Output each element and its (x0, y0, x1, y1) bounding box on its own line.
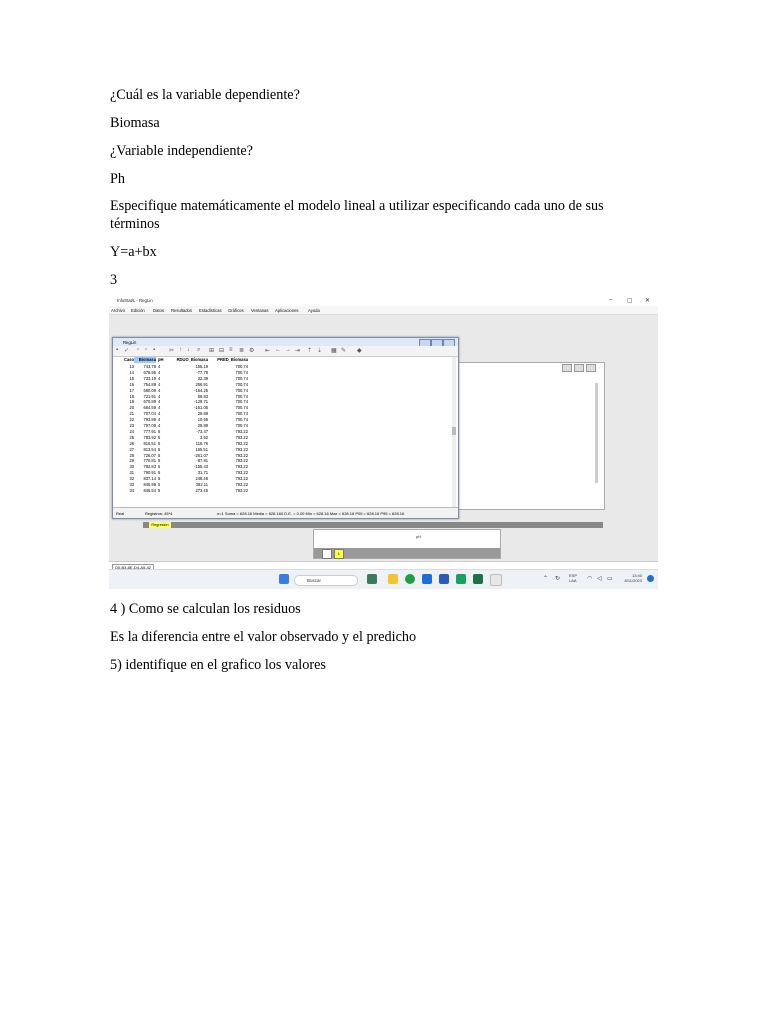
cell-ph[interactable]: 4 (158, 393, 161, 399)
cell-rduo[interactable]: -155.43 (194, 464, 208, 470)
table-row[interactable] (114, 458, 448, 464)
landscape-icon[interactable] (367, 574, 377, 584)
cell-pred[interactable]: 793.22 (235, 458, 248, 464)
cell-rduo[interactable]: -161.05 (194, 405, 208, 411)
cell-rduo[interactable]: -73.47 (196, 428, 208, 434)
cell-pred[interactable]: 793.22 (235, 446, 248, 452)
cell-ph[interactable]: 4 (158, 375, 161, 381)
cell-caso[interactable]: 33 (129, 482, 134, 487)
table-row[interactable] (114, 488, 448, 494)
cell-rduo[interactable]: 118.76 (195, 440, 208, 446)
table-row[interactable] (114, 382, 448, 388)
table-row[interactable] (114, 394, 448, 400)
cell-pred[interactable]: 793.22 (235, 428, 248, 434)
reglin-title: RegLin (123, 339, 137, 345)
regression-bar (143, 522, 603, 528)
status-stats: n=1 Suma = 628.16 Media = 628.160 D.E. = 0.00 Min = 628.16 Max = 628.16 P05 = 628.16 P95 = 628.16 (217, 510, 405, 516)
table-row[interactable] (114, 476, 448, 482)
cell-pred[interactable]: 793.22 (235, 476, 248, 482)
table-row[interactable] (114, 370, 448, 376)
cell-rduo[interactable]: -261.07 (194, 452, 208, 458)
print-icon[interactable]: ▪ (153, 347, 156, 353)
col-header-ph[interactable]: pH (158, 357, 164, 362)
cell-biomasa[interactable]: 770.81 (143, 458, 156, 464)
language-indicator[interactable] (569, 573, 577, 583)
cell-rduo[interactable]: 382.11 (195, 482, 208, 487)
taskbar-search-text: Buscar (307, 578, 322, 583)
cell-caso[interactable]: 31 (129, 470, 134, 476)
menu-bar (109, 306, 658, 315)
graph-icon[interactable]: ▦ (331, 348, 337, 354)
cell-biomasa[interactable]: 664.59 (143, 405, 156, 411)
cell-ph[interactable]: 5 (158, 440, 161, 446)
copy-icon[interactable]: ▫ (137, 347, 140, 353)
clock[interactable] (625, 573, 643, 583)
cell-rduo[interactable]: -77.78 (196, 369, 208, 375)
menu-archivo[interactable]: Archivo (111, 307, 125, 313)
cell-ph[interactable]: 5 (158, 434, 161, 440)
nav-prev-icon[interactable]: ← (275, 347, 281, 353)
table-row[interactable] (114, 441, 448, 447)
cell-pred[interactable]: 700.74 (235, 405, 248, 411)
mail-icon[interactable] (422, 574, 432, 584)
table-row[interactable] (114, 411, 448, 417)
graph-window (449, 362, 605, 510)
cell-caso[interactable]: 34 (129, 487, 134, 493)
cell-pred[interactable]: 700.74 (235, 423, 248, 428)
nav-last-icon[interactable]: ⇥ (295, 348, 301, 354)
chevron-up-icon[interactable]: ⌃ (543, 576, 549, 582)
wifi-icon[interactable]: ◠ (587, 576, 593, 582)
graph-scrollbar[interactable] (595, 383, 598, 483)
answer-dependent-variable: Biomasa (110, 115, 160, 131)
cell-rduo[interactable]: 69.83 (197, 393, 208, 399)
col-header-rduo[interactable]: RDUO_Biomasa (176, 357, 208, 362)
cell-caso[interactable]: 22 (129, 417, 134, 423)
status-real: Real (116, 510, 125, 516)
cell-ph[interactable]: 4 (158, 387, 161, 393)
cell-rduo[interactable]: -164.25 (194, 387, 208, 393)
col-header-caso[interactable]: Caso (123, 357, 134, 362)
table-row[interactable] (114, 429, 448, 435)
cell-biomasa[interactable]: 707.04 (143, 411, 156, 417)
start-icon[interactable] (279, 574, 289, 584)
cell-biomasa[interactable]: 837.14 (143, 476, 156, 482)
table-row[interactable] (114, 423, 448, 429)
notification-icon[interactable] (647, 575, 654, 582)
cell-ph[interactable]: 5 (158, 470, 161, 476)
answer-linear-model: Y=a+bx (110, 244, 157, 260)
cell-biomasa[interactable]: 845.99 (143, 482, 156, 487)
cell-rduo[interactable]: 31.71 (197, 470, 208, 476)
infostat-screenshot (109, 296, 658, 589)
cell-caso[interactable]: 16 (129, 381, 134, 387)
cell-rduo[interactable]: 10.65 (197, 417, 208, 423)
cell-pred[interactable]: 793.22 (235, 487, 248, 493)
table-row[interactable] (114, 464, 448, 470)
volume-icon[interactable]: ◁ (597, 576, 602, 582)
cell-biomasa[interactable]: 743.78 (143, 364, 156, 369)
reglin-titlebar (113, 338, 458, 346)
cell-caso[interactable]: 20 (129, 405, 134, 411)
cell-pred[interactable]: 700.74 (235, 381, 248, 387)
infostat-icon[interactable] (490, 574, 502, 586)
ph-label: pH (416, 534, 422, 539)
table-row[interactable] (114, 482, 448, 488)
cell-ph[interactable]: 4 (158, 417, 161, 423)
graph-maximize-icon[interactable] (574, 364, 584, 372)
cell-caso[interactable]: 25 (129, 434, 134, 440)
windows-taskbar (109, 569, 658, 589)
table-row[interactable] (114, 388, 448, 394)
workspace (109, 315, 658, 561)
cell-ph[interactable]: 4 (158, 369, 161, 375)
battery-icon[interactable]: ▭ (607, 576, 613, 582)
palette-icon[interactable]: ◆ (357, 348, 362, 354)
cell-rduo[interactable]: -87.81 (196, 458, 208, 464)
cell-caso[interactable]: 27 (129, 446, 134, 452)
paste-icon[interactable]: ▫ (145, 347, 148, 353)
graph-window-titlebar (450, 363, 604, 371)
cell-pred[interactable]: 793.22 (235, 470, 248, 476)
excel-icon[interactable] (473, 574, 483, 584)
table-row[interactable] (114, 435, 448, 441)
cell-caso[interactable]: 19 (129, 399, 134, 405)
clock-date: 8/11/2023 (624, 578, 642, 583)
cell-rduo[interactable]: 155.19 (195, 364, 208, 369)
cell-biomasa[interactable]: 733.19 (143, 375, 156, 381)
question-linear-model: Especifique matemáticamente el modelo lineal a utilizar especificando cada uno de sus términos (110, 198, 604, 232)
lang-region: LAA (569, 578, 577, 583)
grid-scroll-thumb[interactable] (452, 427, 456, 435)
cell-ph[interactable]: 5 (158, 476, 161, 482)
cell-ph[interactable]: 5 (158, 482, 161, 487)
cell-ph[interactable]: 4 (158, 423, 161, 428)
item-number-3: 3 (110, 272, 118, 288)
menu-ayuda[interactable]: Ayuda (308, 307, 320, 313)
regression-tab[interactable]: Regresión (149, 522, 171, 528)
cell-biomasa[interactable]: 754.89 (143, 381, 156, 387)
sort-desc-icon[interactable]: ↓ (187, 347, 190, 353)
close-icon[interactable]: ✕ (645, 298, 651, 304)
col-header-pred[interactable]: PRED_Biomasa (217, 357, 248, 362)
maximize-icon[interactable]: ▢ (627, 298, 633, 304)
col-header-biomasa[interactable]: Biomasa (134, 357, 156, 363)
cell-rduo[interactable]: 3.52 (200, 434, 208, 440)
cell-rduo[interactable]: -129.71 (194, 399, 208, 405)
sort-asc-icon[interactable]: ↑ (179, 347, 182, 353)
app-title: InfoStat/L - RegLin (117, 298, 153, 303)
cell-caso[interactable]: 14 (129, 369, 134, 375)
table-row[interactable] (114, 453, 448, 459)
cell-rduo[interactable]: 165.51 (195, 446, 208, 452)
cell-biomasa[interactable]: 816.51 (143, 440, 156, 446)
save-icon[interactable]: ▪ (116, 347, 119, 353)
refresh-icon[interactable]: ↻ (555, 576, 561, 582)
cell-rduo[interactable]: 273.45 (195, 487, 208, 493)
cell-rduo[interactable]: 248.48 (195, 476, 208, 482)
cell-pred[interactable]: 793.22 (235, 434, 248, 440)
answer-residuals: Es la diferencia entre el valor observado y el predicho (110, 629, 417, 645)
answer-independent-variable: Ph (110, 171, 125, 187)
filter-icon[interactable]: ≣ (239, 348, 245, 354)
cell-ph[interactable]: 4 (158, 405, 161, 411)
table-row[interactable] (114, 405, 448, 411)
folder-icon[interactable] (388, 574, 398, 584)
cell-caso[interactable]: 29 (129, 458, 134, 464)
cell-pred[interactable]: 700.74 (235, 375, 248, 381)
app-titlebar (109, 296, 658, 306)
cell-pred[interactable]: 793.22 (235, 464, 248, 470)
cell-pred[interactable]: 700.74 (235, 369, 248, 375)
status-registros: Registros: 45*4 (145, 510, 173, 516)
cell-pred[interactable]: 700.74 (235, 399, 248, 405)
menu-datos[interactable]: Datos (153, 307, 164, 313)
cell-biomasa[interactable]: 782.83 (143, 464, 156, 470)
cell-biomasa[interactable]: 793.89 (143, 417, 156, 423)
cell-pred[interactable]: 793.22 (235, 440, 248, 446)
cell-caso[interactable]: 32 (129, 476, 134, 482)
cell-pred[interactable]: 700.74 (235, 411, 248, 417)
word-icon[interactable] (439, 574, 449, 584)
reglin-toolbar (113, 346, 458, 357)
cell-ph[interactable]: 5 (158, 458, 161, 464)
cell-rduo[interactable]: 32.39 (197, 375, 208, 381)
cell-ph[interactable]: 4 (158, 399, 161, 405)
menu-estadisticas[interactable]: Estadísticas (199, 307, 222, 313)
question-graph-values: 5) identifique en el grafico los valores (110, 657, 326, 673)
nav-next-icon[interactable]: → (285, 347, 291, 353)
check-icon[interactable]: ✓ (124, 348, 130, 354)
tool-icon[interactable]: ⚙ (249, 348, 255, 354)
cell-biomasa[interactable]: 813.54 (143, 446, 156, 452)
cell-caso[interactable]: 17 (129, 387, 134, 393)
grid-scrollbar[interactable] (452, 357, 456, 507)
graph-minimize-icon[interactable] (562, 364, 572, 372)
reglin-statusbar (113, 507, 458, 518)
reglin-window (112, 337, 459, 519)
cell-caso[interactable]: 24 (129, 428, 134, 434)
cell-biomasa[interactable]: 790.91 (143, 470, 156, 476)
menu-edicion[interactable]: Edición (131, 307, 145, 313)
cell-ph[interactable]: 5 (158, 446, 161, 452)
cell-ph[interactable]: 4 (158, 411, 161, 417)
cell-caso[interactable]: 21 (129, 411, 134, 417)
menu-ventanas[interactable]: Ventanas (251, 307, 269, 313)
insert-icon[interactable]: ⊞ (209, 348, 215, 354)
cell-caso[interactable]: 15 (129, 375, 134, 381)
cell-pred[interactable]: 700.74 (235, 387, 248, 393)
clock-time: 13:40 (631, 573, 642, 578)
cell-ph[interactable]: 5 (158, 428, 161, 434)
cell-rduo[interactable]: 256.91 (195, 381, 208, 387)
ph-tab-l[interactable]: L (334, 549, 344, 559)
minimize-icon[interactable]: – (609, 297, 613, 303)
cell-biomasa[interactable]: 670.89 (143, 399, 156, 405)
question-dependent-variable: ¿Cuál es la variable dependiente? (110, 87, 300, 103)
cell-biomasa[interactable]: 797.09 (143, 423, 156, 428)
question-residuals: 4 ) Como se calculan los residuos (110, 601, 301, 617)
cell-pred[interactable]: 700.74 (235, 364, 248, 369)
ph-window (313, 529, 501, 559)
up-icon[interactable]: ⇡ (307, 348, 313, 354)
table-row[interactable] (114, 447, 448, 453)
whatsapp-icon[interactable] (456, 574, 466, 584)
cell-ph[interactable]: 4 (158, 381, 161, 387)
cell-ph[interactable]: 5 (158, 487, 161, 493)
cell-caso[interactable]: 26 (129, 440, 134, 446)
nav-first-icon[interactable]: ⇤ (265, 348, 271, 354)
ph-white-box[interactable] (322, 549, 332, 559)
question-independent-variable: ¿Variable independiente? (110, 143, 253, 159)
menu-resultados[interactable]: Resultados (171, 307, 192, 313)
table-row[interactable] (114, 470, 448, 476)
cell-caso[interactable]: 23 (129, 423, 134, 428)
cell-biomasa[interactable]: 680.09 (143, 387, 156, 393)
cut-icon[interactable]: ✂ (169, 348, 175, 354)
menu-graficos[interactable]: Gráficos (228, 307, 244, 313)
cell-biomasa[interactable]: 726.07 (143, 452, 156, 458)
data-grid (114, 357, 448, 506)
cell-rduo[interactable]: 29.89 (197, 411, 208, 417)
menu-aplicaciones[interactable]: Aplicaciones (275, 307, 299, 313)
cell-ph[interactable]: 5 (158, 452, 161, 458)
cell-caso[interactable]: 13 (129, 364, 134, 369)
cell-caso[interactable]: 18 (129, 393, 134, 399)
cell-ph[interactable]: 4 (158, 364, 161, 369)
lang-code: ESP (569, 573, 578, 578)
cell-biomasa[interactable]: 845.54 (143, 487, 156, 493)
cell-rduo[interactable]: 29.89 (197, 423, 208, 428)
cell-caso[interactable]: 30 (129, 464, 134, 470)
statusbar-id: D0-B3-8E-D4-A5-42 (112, 564, 154, 571)
cell-biomasa[interactable]: 777.91 (143, 428, 156, 434)
cell-pred[interactable]: 793.22 (235, 452, 248, 458)
chrome-icon[interactable] (405, 574, 415, 584)
table-row[interactable] (114, 399, 448, 405)
table-row[interactable] (114, 417, 448, 423)
table-row[interactable] (114, 364, 448, 370)
ph-window-bar (314, 548, 500, 558)
cell-biomasa[interactable]: 678.95 (143, 369, 156, 375)
cell-biomasa[interactable]: 783.92 (143, 434, 156, 440)
edit-icon[interactable]: ✎ (341, 348, 347, 354)
cell-ph[interactable]: 5 (158, 464, 161, 470)
cell-pred[interactable]: 793.22 (235, 482, 248, 487)
cell-pred[interactable]: 700.74 (235, 417, 248, 423)
graph-close-icon[interactable] (586, 364, 596, 372)
down-icon[interactable]: ⇣ (317, 348, 323, 354)
cell-pred[interactable]: 700.74 (235, 393, 248, 399)
find-icon[interactable]: ⌕ (197, 347, 201, 353)
delete-icon[interactable]: ⊟ (219, 348, 225, 354)
taskbar-search[interactable] (294, 575, 358, 586)
cell-biomasa[interactable]: 721.91 (143, 393, 156, 399)
cell-caso[interactable]: 28 (129, 452, 134, 458)
align-icon[interactable]: ≡ (229, 347, 233, 353)
table-row[interactable] (114, 376, 448, 382)
